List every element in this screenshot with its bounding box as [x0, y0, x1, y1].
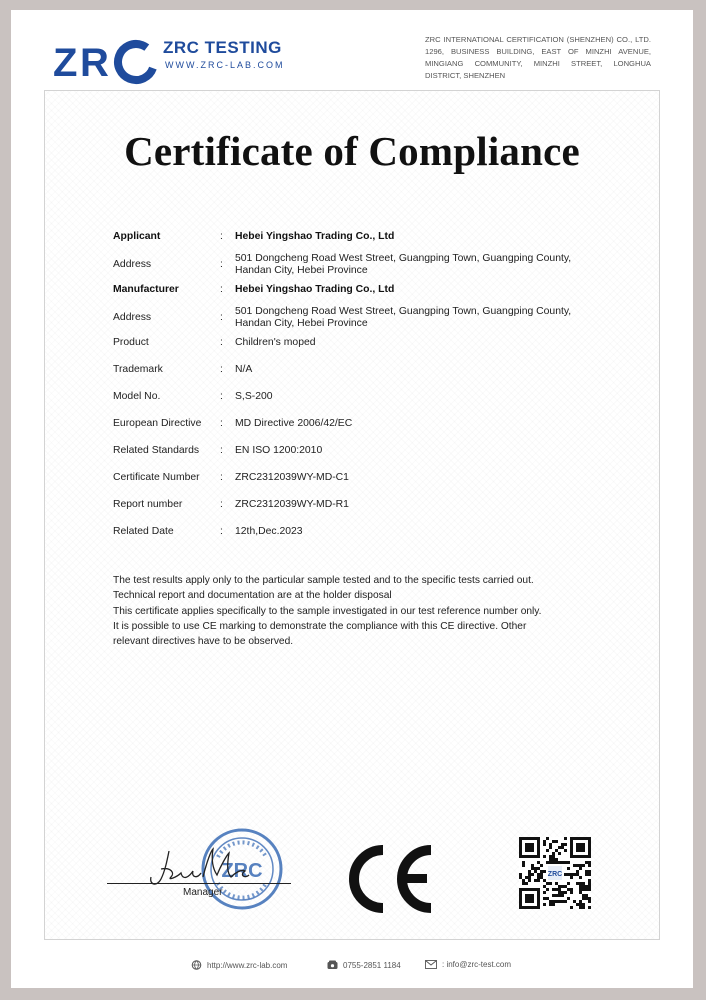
note-line: relevant directives have to be observed. — [113, 636, 294, 648]
field-value: MD Directive 2006/42/EC — [235, 418, 353, 429]
field-value: Hebei Yingshao Trading Co., Ltd — [235, 284, 395, 295]
field-value: 501 Dongcheng Road West Street, Guangping Town, Guangping County, Handan City, Hebei Province — [235, 253, 572, 276]
field-value: N/A — [235, 364, 253, 375]
field-value: S,S-200 — [235, 391, 273, 402]
footer-email[interactable] — [425, 960, 511, 969]
field-colon: : — [220, 259, 223, 270]
field-label: Certificate Number — [113, 472, 200, 483]
certificate-title: Certificate of Compliance — [124, 128, 580, 174]
field-label: European Directive — [113, 418, 202, 429]
brand-logo — [53, 34, 283, 86]
svg-text:ZRC: ZRC — [221, 860, 263, 882]
svg-text:Z: Z — [53, 41, 78, 85]
note-line: It is possible to use CE marking to demonstrate the compliance with this CE directive. Other — [113, 620, 527, 632]
field-value: Children's moped — [235, 337, 316, 348]
field-colon: : — [220, 445, 223, 456]
field-colon: : — [220, 526, 223, 537]
field-label: Related Date — [113, 526, 174, 537]
mail-icon — [425, 960, 437, 969]
note-line: Technical report and documentation are at the holder disposal — [113, 590, 392, 602]
certificate-notes — [113, 573, 583, 649]
brand-name: ZRC TESTING — [163, 38, 282, 57]
certificate-body — [44, 90, 660, 940]
field-colon: : — [220, 391, 223, 402]
svg-text:R: R — [80, 41, 109, 85]
zrc-logo-mark — [53, 34, 159, 86]
field-label: Address — [113, 312, 152, 323]
note-line: The test results apply only to the particular sample tested and to the specific tests carried out. — [113, 575, 534, 586]
footer-website-text: http://www.zrc-lab.com — [207, 960, 288, 970]
field-value: EN ISO 1200:2010 — [235, 445, 323, 456]
field-colon: : — [220, 231, 223, 242]
signature-line — [107, 883, 291, 884]
phone-icon — [327, 960, 338, 970]
field-label: Address — [113, 259, 152, 270]
field-colon: : — [220, 418, 223, 429]
field-label: Report number — [113, 499, 183, 510]
note-line: This certificate applies specifically to the sample investigated in our test reference number only. — [113, 605, 542, 617]
field-value: 12th,Dec.2023 — [235, 526, 303, 537]
field-value: 501 Dongcheng Road West Street, Guangping Town, Guangping County, Handan City, Hebei Province — [235, 306, 572, 329]
signature-block — [95, 827, 305, 937]
signer-role: Manager — [183, 887, 223, 898]
field-value: ZRC2312039WY-MD-R1 — [235, 499, 349, 510]
field-colon: : — [220, 364, 223, 375]
field-colon: : — [220, 312, 223, 323]
field-value: Hebei Yingshao Trading Co., Ltd — [235, 231, 395, 242]
ce-mark-icon — [345, 844, 437, 914]
footer-website[interactable] — [191, 960, 287, 970]
field-label: Model No. — [113, 391, 161, 402]
svg-text:ZRC: ZRC — [547, 871, 563, 878]
brand-website: WWW.ZRC-LAB.COM — [165, 60, 285, 70]
footer — [11, 958, 693, 974]
field-value: ZRC2312039WY-MD-C1 — [235, 472, 349, 483]
footer-phone — [327, 960, 401, 970]
certificate-sheet — [11, 10, 693, 988]
field-label: Trademark — [113, 364, 163, 375]
field-colon: : — [220, 472, 223, 483]
field-colon: : — [220, 284, 223, 295]
field-label: Product — [113, 337, 149, 348]
field-colon: : — [220, 337, 223, 348]
footer-email-text: : info@zrc-test.com — [442, 960, 512, 969]
field-colon: : — [220, 499, 223, 510]
footer-phone-text: 0755-2851 1184 — [343, 960, 401, 970]
field-label: Related Standards — [113, 445, 200, 456]
field-label: Manufacturer — [113, 284, 179, 295]
globe-icon — [191, 960, 202, 970]
field-label: Applicant — [113, 231, 161, 242]
company-address: ZRC INTERNATIONAL CERTIFICATION (SHENZHEN) CO., LTD. 1296, BUSINESS BUILDING, EAST OF MINZHI AVENUE, MINGIANG COMMUNITY, MINZHI STREET, LONGHUA DISTRICT, SHENZHEN — [425, 35, 651, 80]
handwritten-signature — [141, 847, 261, 891]
qr-code-icon — [519, 837, 591, 909]
